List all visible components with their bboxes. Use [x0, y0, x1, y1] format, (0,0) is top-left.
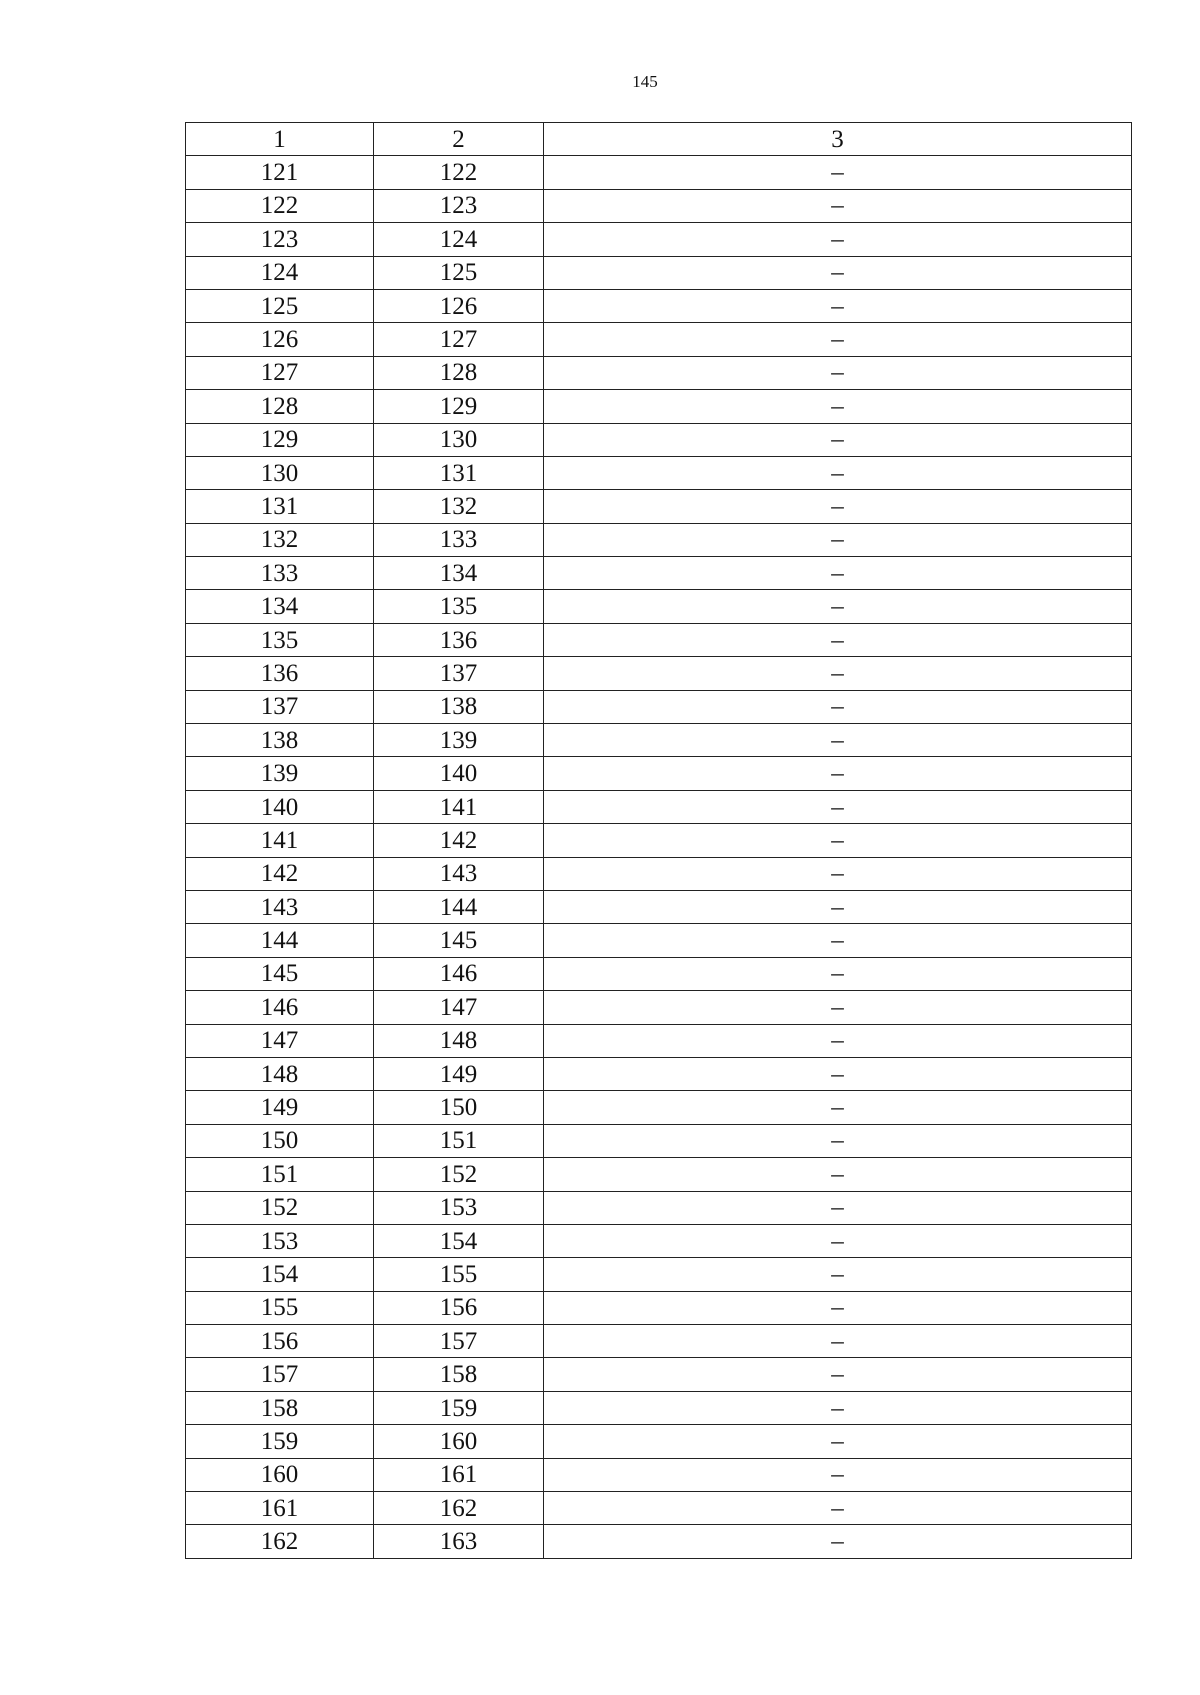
cell-col-3: –	[544, 189, 1132, 222]
cell-col-1: 136	[186, 657, 374, 690]
table-row	[186, 356, 1132, 389]
cell-col-2: 155	[374, 1258, 544, 1291]
cell-col-3: –	[544, 623, 1132, 656]
cell-col-3: –	[544, 323, 1132, 356]
cell-col-2: 131	[374, 456, 544, 489]
cell-col-2: 125	[374, 256, 544, 289]
table-row	[186, 957, 1132, 990]
cell-col-2: 132	[374, 490, 544, 523]
cell-col-3: –	[544, 1425, 1132, 1458]
cell-col-2: 141	[374, 790, 544, 823]
table-row	[186, 323, 1132, 356]
cell-col-1: 162	[186, 1525, 374, 1558]
table-row	[186, 390, 1132, 423]
cell-col-2: 148	[374, 1024, 544, 1057]
table-row	[186, 423, 1132, 456]
cell-col-3: –	[544, 156, 1132, 189]
cell-col-2: 135	[374, 590, 544, 623]
cell-col-1: 146	[186, 991, 374, 1024]
table-row	[186, 1024, 1132, 1057]
table-header-row	[186, 123, 1132, 156]
cell-col-3: –	[544, 490, 1132, 523]
table-row	[186, 289, 1132, 322]
table-body	[186, 123, 1132, 1559]
cell-col-2: 147	[374, 991, 544, 1024]
table-row	[186, 857, 1132, 890]
cell-col-3: –	[544, 289, 1132, 322]
cell-col-1: 159	[186, 1425, 374, 1458]
cell-col-2: 137	[374, 657, 544, 690]
cell-col-2: 156	[374, 1291, 544, 1324]
cell-col-1: 131	[186, 490, 374, 523]
cell-col-3: –	[544, 1158, 1132, 1191]
cell-col-3: –	[544, 1391, 1132, 1424]
cell-col-1: 151	[186, 1158, 374, 1191]
table-row	[186, 1458, 1132, 1491]
cell-col-1: 128	[186, 390, 374, 423]
table-row	[186, 1191, 1132, 1224]
cell-col-3: –	[544, 1492, 1132, 1525]
cell-col-3: –	[544, 1124, 1132, 1157]
cell-col-1: 153	[186, 1224, 374, 1257]
column-header-3: 3	[544, 123, 1132, 156]
table-row	[186, 223, 1132, 256]
cell-col-1: 142	[186, 857, 374, 890]
cell-col-3: –	[544, 724, 1132, 757]
cell-col-2: 128	[374, 356, 544, 389]
table-row	[186, 456, 1132, 489]
table-row	[186, 189, 1132, 222]
page-number: 145	[632, 72, 658, 91]
cell-col-1: 144	[186, 924, 374, 957]
table-row	[186, 523, 1132, 556]
cell-col-3: –	[544, 924, 1132, 957]
cell-col-2: 136	[374, 623, 544, 656]
cell-col-3: –	[544, 390, 1132, 423]
table-row	[186, 1224, 1132, 1257]
cell-col-3: –	[544, 1258, 1132, 1291]
cell-col-3: –	[544, 890, 1132, 923]
cell-col-2: 123	[374, 189, 544, 222]
cell-col-2: 149	[374, 1057, 544, 1090]
cell-col-3: –	[544, 1091, 1132, 1124]
cell-col-2: 134	[374, 557, 544, 590]
cell-col-3: –	[544, 523, 1132, 556]
table-row	[186, 490, 1132, 523]
cell-col-1: 139	[186, 757, 374, 790]
cell-col-1: 157	[186, 1358, 374, 1391]
table-row	[186, 156, 1132, 189]
cell-col-1: 150	[186, 1124, 374, 1157]
cell-col-1: 134	[186, 590, 374, 623]
cell-col-3: –	[544, 690, 1132, 723]
cell-col-1: 130	[186, 456, 374, 489]
cell-col-1: 154	[186, 1258, 374, 1291]
cell-col-3: –	[544, 557, 1132, 590]
table-row	[186, 890, 1132, 923]
cell-col-3: –	[544, 223, 1132, 256]
cell-col-3: –	[544, 1224, 1132, 1257]
table-row	[186, 590, 1132, 623]
table-row	[186, 1325, 1132, 1358]
cell-col-3: –	[544, 1191, 1132, 1224]
cell-col-2: 140	[374, 757, 544, 790]
table-row	[186, 757, 1132, 790]
cell-col-2: 162	[374, 1492, 544, 1525]
cell-col-1: 138	[186, 724, 374, 757]
cell-col-1: 132	[186, 523, 374, 556]
cell-col-3: –	[544, 824, 1132, 857]
cell-col-2: 160	[374, 1425, 544, 1458]
table-row	[186, 724, 1132, 757]
cell-col-3: –	[544, 657, 1132, 690]
table-row	[186, 924, 1132, 957]
cell-col-2: 151	[374, 1124, 544, 1157]
cell-col-2: 153	[374, 1191, 544, 1224]
cell-col-3: –	[544, 1024, 1132, 1057]
cell-col-3: –	[544, 957, 1132, 990]
table-row	[186, 1358, 1132, 1391]
table-row	[186, 623, 1132, 656]
cell-col-1: 121	[186, 156, 374, 189]
cell-col-1: 152	[186, 1191, 374, 1224]
table-row	[186, 790, 1132, 823]
cell-col-3: –	[544, 256, 1132, 289]
table-row	[186, 991, 1132, 1024]
cell-col-3: –	[544, 991, 1132, 1024]
cell-col-2: 139	[374, 724, 544, 757]
data-table	[185, 122, 1132, 1559]
cell-col-3: –	[544, 790, 1132, 823]
cell-col-3: –	[544, 1358, 1132, 1391]
cell-col-1: 147	[186, 1024, 374, 1057]
table-row	[186, 1258, 1132, 1291]
cell-col-3: –	[544, 757, 1132, 790]
cell-col-3: –	[544, 356, 1132, 389]
column-header-1: 1	[186, 123, 374, 156]
table-row	[186, 557, 1132, 590]
cell-col-1: 127	[186, 356, 374, 389]
table-row	[186, 1492, 1132, 1525]
table-row	[186, 256, 1132, 289]
table-row	[186, 1057, 1132, 1090]
cell-col-2: 145	[374, 924, 544, 957]
cell-col-2: 138	[374, 690, 544, 723]
cell-col-2: 143	[374, 857, 544, 890]
cell-col-2: 129	[374, 390, 544, 423]
cell-col-1: 124	[186, 256, 374, 289]
cell-col-2: 157	[374, 1325, 544, 1358]
cell-col-1: 125	[186, 289, 374, 322]
cell-col-3: –	[544, 1525, 1132, 1558]
cell-col-2: 122	[374, 156, 544, 189]
cell-col-1: 123	[186, 223, 374, 256]
cell-col-1: 160	[186, 1458, 374, 1491]
cell-col-3: –	[544, 456, 1132, 489]
cell-col-2: 159	[374, 1391, 544, 1424]
cell-col-2: 130	[374, 423, 544, 456]
table-row	[186, 1124, 1132, 1157]
cell-col-1: 145	[186, 957, 374, 990]
cell-col-2: 146	[374, 957, 544, 990]
cell-col-2: 158	[374, 1358, 544, 1391]
cell-col-1: 141	[186, 824, 374, 857]
cell-col-1: 148	[186, 1057, 374, 1090]
table-row	[186, 657, 1132, 690]
cell-col-1: 137	[186, 690, 374, 723]
table-row	[186, 1525, 1132, 1558]
table-row	[186, 824, 1132, 857]
table-row	[186, 1291, 1132, 1324]
table-row	[186, 1391, 1132, 1424]
cell-col-1: 122	[186, 189, 374, 222]
cell-col-1: 149	[186, 1091, 374, 1124]
cell-col-2: 142	[374, 824, 544, 857]
cell-col-2: 124	[374, 223, 544, 256]
cell-col-1: 161	[186, 1492, 374, 1525]
column-header-2: 2	[374, 123, 544, 156]
table-row	[186, 1091, 1132, 1124]
cell-col-1: 158	[186, 1391, 374, 1424]
cell-col-2: 161	[374, 1458, 544, 1491]
cell-col-1: 135	[186, 623, 374, 656]
cell-col-3: –	[544, 1291, 1132, 1324]
cell-col-1: 126	[186, 323, 374, 356]
cell-col-1: 155	[186, 1291, 374, 1324]
cell-col-2: 127	[374, 323, 544, 356]
cell-col-2: 150	[374, 1091, 544, 1124]
cell-col-2: 154	[374, 1224, 544, 1257]
table-row	[186, 1425, 1132, 1458]
cell-col-2: 152	[374, 1158, 544, 1191]
cell-col-1: 156	[186, 1325, 374, 1358]
cell-col-1: 140	[186, 790, 374, 823]
cell-col-3: –	[544, 1057, 1132, 1090]
cell-col-1: 133	[186, 557, 374, 590]
cell-col-1: 129	[186, 423, 374, 456]
cell-col-3: –	[544, 1325, 1132, 1358]
cell-col-3: –	[544, 590, 1132, 623]
cell-col-3: –	[544, 423, 1132, 456]
table-row	[186, 690, 1132, 723]
cell-col-2: 144	[374, 890, 544, 923]
cell-col-3: –	[544, 857, 1132, 890]
cell-col-2: 163	[374, 1525, 544, 1558]
cell-col-2: 126	[374, 289, 544, 322]
table-row	[186, 1158, 1132, 1191]
cell-col-3: –	[544, 1458, 1132, 1491]
cell-col-2: 133	[374, 523, 544, 556]
cell-col-1: 143	[186, 890, 374, 923]
